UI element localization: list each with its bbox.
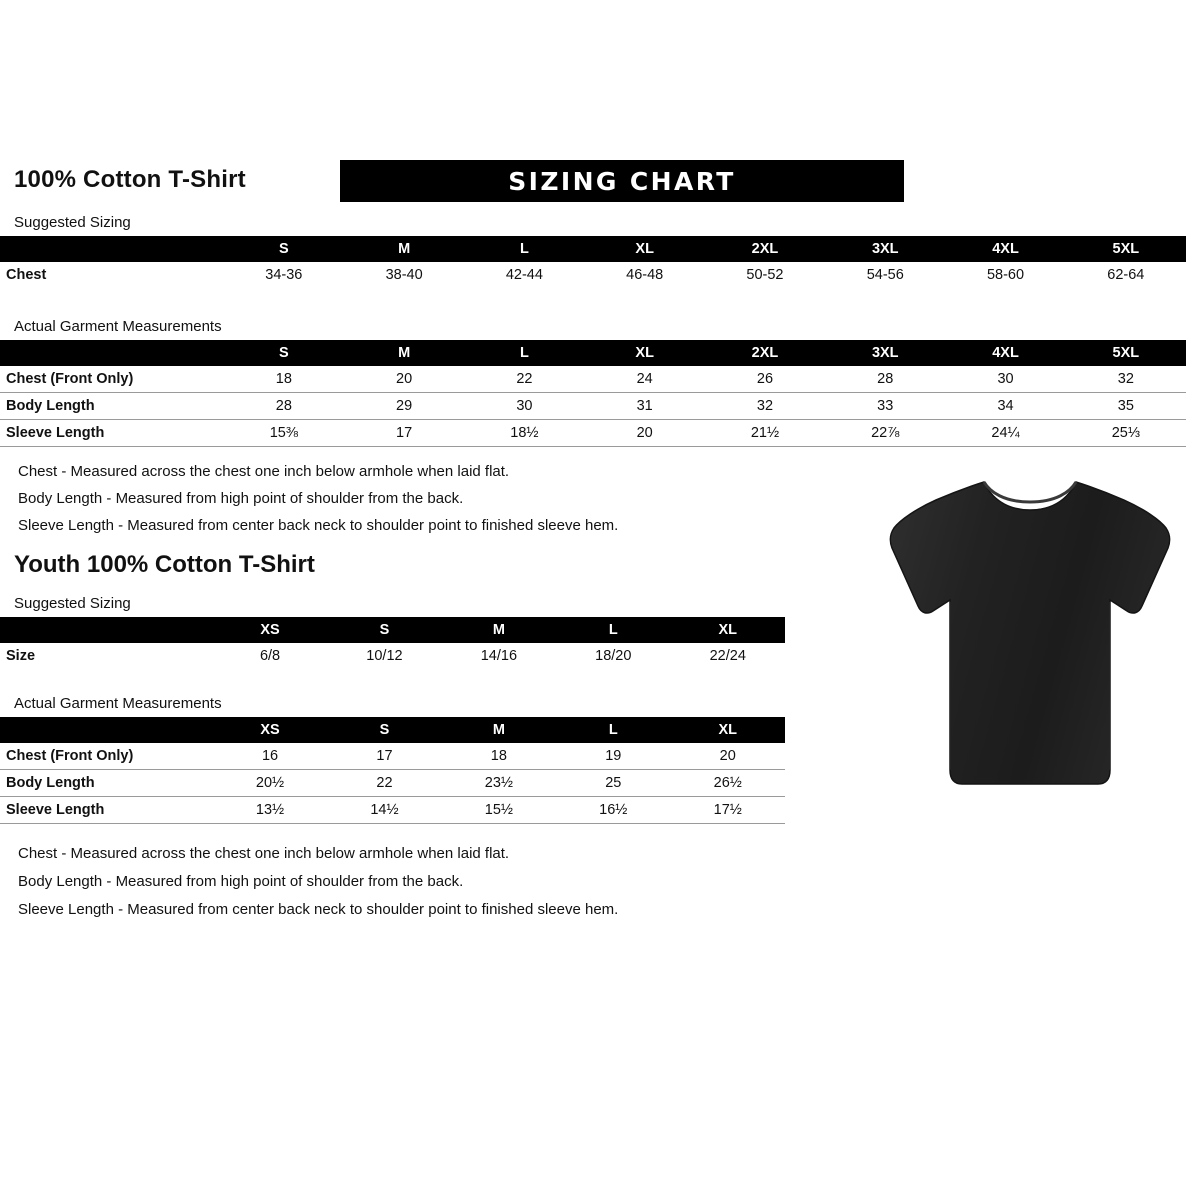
col-header: XL — [671, 717, 786, 743]
tshirt-icon — [880, 470, 1180, 810]
youth-note-body-length: Body Length - Measured from high point of shoulder from the back. — [18, 873, 464, 890]
cell: 25 — [556, 770, 670, 797]
col-header: XS — [213, 717, 327, 743]
cell: 16½ — [556, 797, 670, 824]
cell: 16 — [213, 743, 327, 770]
table-row — [0, 366, 1186, 393]
youth-actual-table — [0, 717, 785, 824]
col-header: 4XL — [945, 236, 1065, 262]
row-label: Body Length — [0, 393, 224, 420]
cell: 29 — [344, 393, 464, 420]
cell: 22/24 — [709, 648, 746, 664]
youth-note-chest: Chest - Measured across the chest one inch below armhole when laid flat. — [18, 845, 510, 862]
youth-section-title: Youth 100% Cotton T-Shirt — [14, 551, 315, 578]
cell: 17½ — [671, 797, 786, 824]
cell: 23½ — [442, 770, 556, 797]
col-header: S — [224, 340, 344, 366]
cell: 34-36 — [265, 267, 303, 283]
cell: 22⅞ — [825, 420, 945, 447]
table-header-row — [0, 340, 1186, 366]
cell: 20 — [344, 366, 464, 393]
col-header: XL — [671, 617, 786, 643]
cell: 54-56 — [866, 267, 904, 283]
youth-actual-label: Actual Garment Measurements — [14, 695, 222, 712]
cell: 14/16 — [480, 648, 518, 664]
sizing-chart-banner-text: SIZING CHART — [508, 166, 736, 196]
adult-section-title: 100% Cotton T-Shirt — [14, 166, 246, 193]
adult-suggested-table — [0, 236, 1186, 288]
col-header: XS — [213, 617, 327, 643]
cell: 18/20 — [595, 648, 632, 664]
cell: 30 — [945, 366, 1065, 393]
adult-actual-label: Actual Garment Measurements — [14, 318, 222, 335]
cell: 10/12 — [366, 648, 403, 664]
col-header — [0, 717, 213, 743]
cell: 26 — [705, 366, 825, 393]
col-header: 5XL — [1066, 236, 1186, 262]
cell: 28 — [224, 393, 344, 420]
col-header: M — [344, 340, 464, 366]
cell: 42-44 — [505, 267, 543, 283]
row-label: Sleeve Length — [0, 420, 224, 447]
cell: 20½ — [213, 770, 327, 797]
cell: 31 — [585, 393, 705, 420]
col-header: M — [442, 617, 556, 643]
cell: 22 — [464, 366, 584, 393]
col-header: L — [464, 236, 584, 262]
col-header: S — [327, 617, 441, 643]
cell: 28 — [825, 366, 945, 393]
col-header: L — [464, 340, 584, 366]
cell: 30 — [464, 393, 584, 420]
cell: 22 — [327, 770, 441, 797]
row-label: Sleeve Length — [0, 797, 213, 824]
col-header: 4XL — [945, 340, 1065, 366]
col-header — [0, 236, 224, 262]
cell: 34 — [945, 393, 1065, 420]
col-header: S — [327, 717, 441, 743]
col-header: XL — [585, 236, 705, 262]
table-header-row — [0, 236, 1186, 262]
col-header — [0, 617, 213, 643]
col-header: S — [224, 236, 344, 262]
adult-actual-table — [0, 340, 1186, 447]
table-header-row — [0, 717, 785, 743]
cell: 50-52 — [746, 267, 784, 283]
adult-note-chest: Chest - Measured across the chest one inch below armhole when laid flat. — [18, 463, 510, 480]
adult-suggested-label: Suggested Sizing — [14, 214, 131, 231]
col-header: 2XL — [705, 236, 825, 262]
cell: 17 — [344, 420, 464, 447]
cell: 17 — [327, 743, 441, 770]
cell: 18 — [224, 366, 344, 393]
col-header: M — [344, 236, 464, 262]
youth-suggested-label: Suggested Sizing — [14, 595, 131, 612]
table-row — [0, 743, 785, 770]
cell: 21½ — [705, 420, 825, 447]
cell: 15½ — [442, 797, 556, 824]
col-header: 2XL — [705, 340, 825, 366]
cell: 46-48 — [626, 267, 664, 283]
col-header: 5XL — [1066, 340, 1186, 366]
cell: 24 — [585, 366, 705, 393]
table-header-row — [0, 617, 785, 643]
cell: 18½ — [464, 420, 584, 447]
cell: 38-40 — [385, 267, 423, 283]
col-header: XL — [585, 340, 705, 366]
cell: 13½ — [213, 797, 327, 824]
col-header: M — [442, 717, 556, 743]
cell: 20 — [671, 743, 786, 770]
cell: 25⅓ — [1066, 420, 1186, 447]
cell: 58-60 — [986, 267, 1025, 283]
row-label: Chest (Front Only) — [0, 366, 224, 393]
table-row — [0, 770, 785, 797]
adult-note-sleeve-length: Sleeve Length - Measured from center back neck to shoulder point to finished sleeve hem. — [18, 517, 619, 534]
cell: 20 — [585, 420, 705, 447]
row-label: Chest (Front Only) — [0, 743, 213, 770]
youth-suggested-table — [0, 617, 785, 669]
tshirt-image — [880, 470, 1180, 810]
cell: 62-64 — [1107, 267, 1145, 283]
cell: 24¼ — [945, 420, 1065, 447]
row-label: Chest — [6, 267, 47, 283]
cell: 35 — [1066, 393, 1186, 420]
cell: 18 — [442, 743, 556, 770]
table-row — [0, 262, 1186, 288]
col-header: 3XL — [825, 340, 945, 366]
cell: 15⅜ — [224, 420, 344, 447]
col-header: L — [556, 717, 670, 743]
cell: 6/8 — [259, 648, 281, 664]
row-label: Size — [6, 648, 36, 664]
sizing-chart-banner — [340, 160, 904, 202]
table-row — [0, 393, 1186, 420]
col-header: 3XL — [825, 236, 945, 262]
table-row — [0, 797, 785, 824]
row-label: Body Length — [0, 770, 213, 797]
cell: 26½ — [671, 770, 786, 797]
cell: 32 — [1066, 366, 1186, 393]
table-row — [0, 643, 785, 669]
table-row — [0, 420, 1186, 447]
cell: 32 — [705, 393, 825, 420]
col-header: L — [556, 617, 670, 643]
cell: 14½ — [327, 797, 441, 824]
adult-note-body-length: Body Length - Measured from high point of shoulder from the back. — [18, 490, 464, 507]
cell: 33 — [825, 393, 945, 420]
youth-note-sleeve-length: Sleeve Length - Measured from center back neck to shoulder point to finished sleeve hem. — [18, 901, 619, 918]
cell: 19 — [556, 743, 670, 770]
col-header — [0, 340, 224, 366]
